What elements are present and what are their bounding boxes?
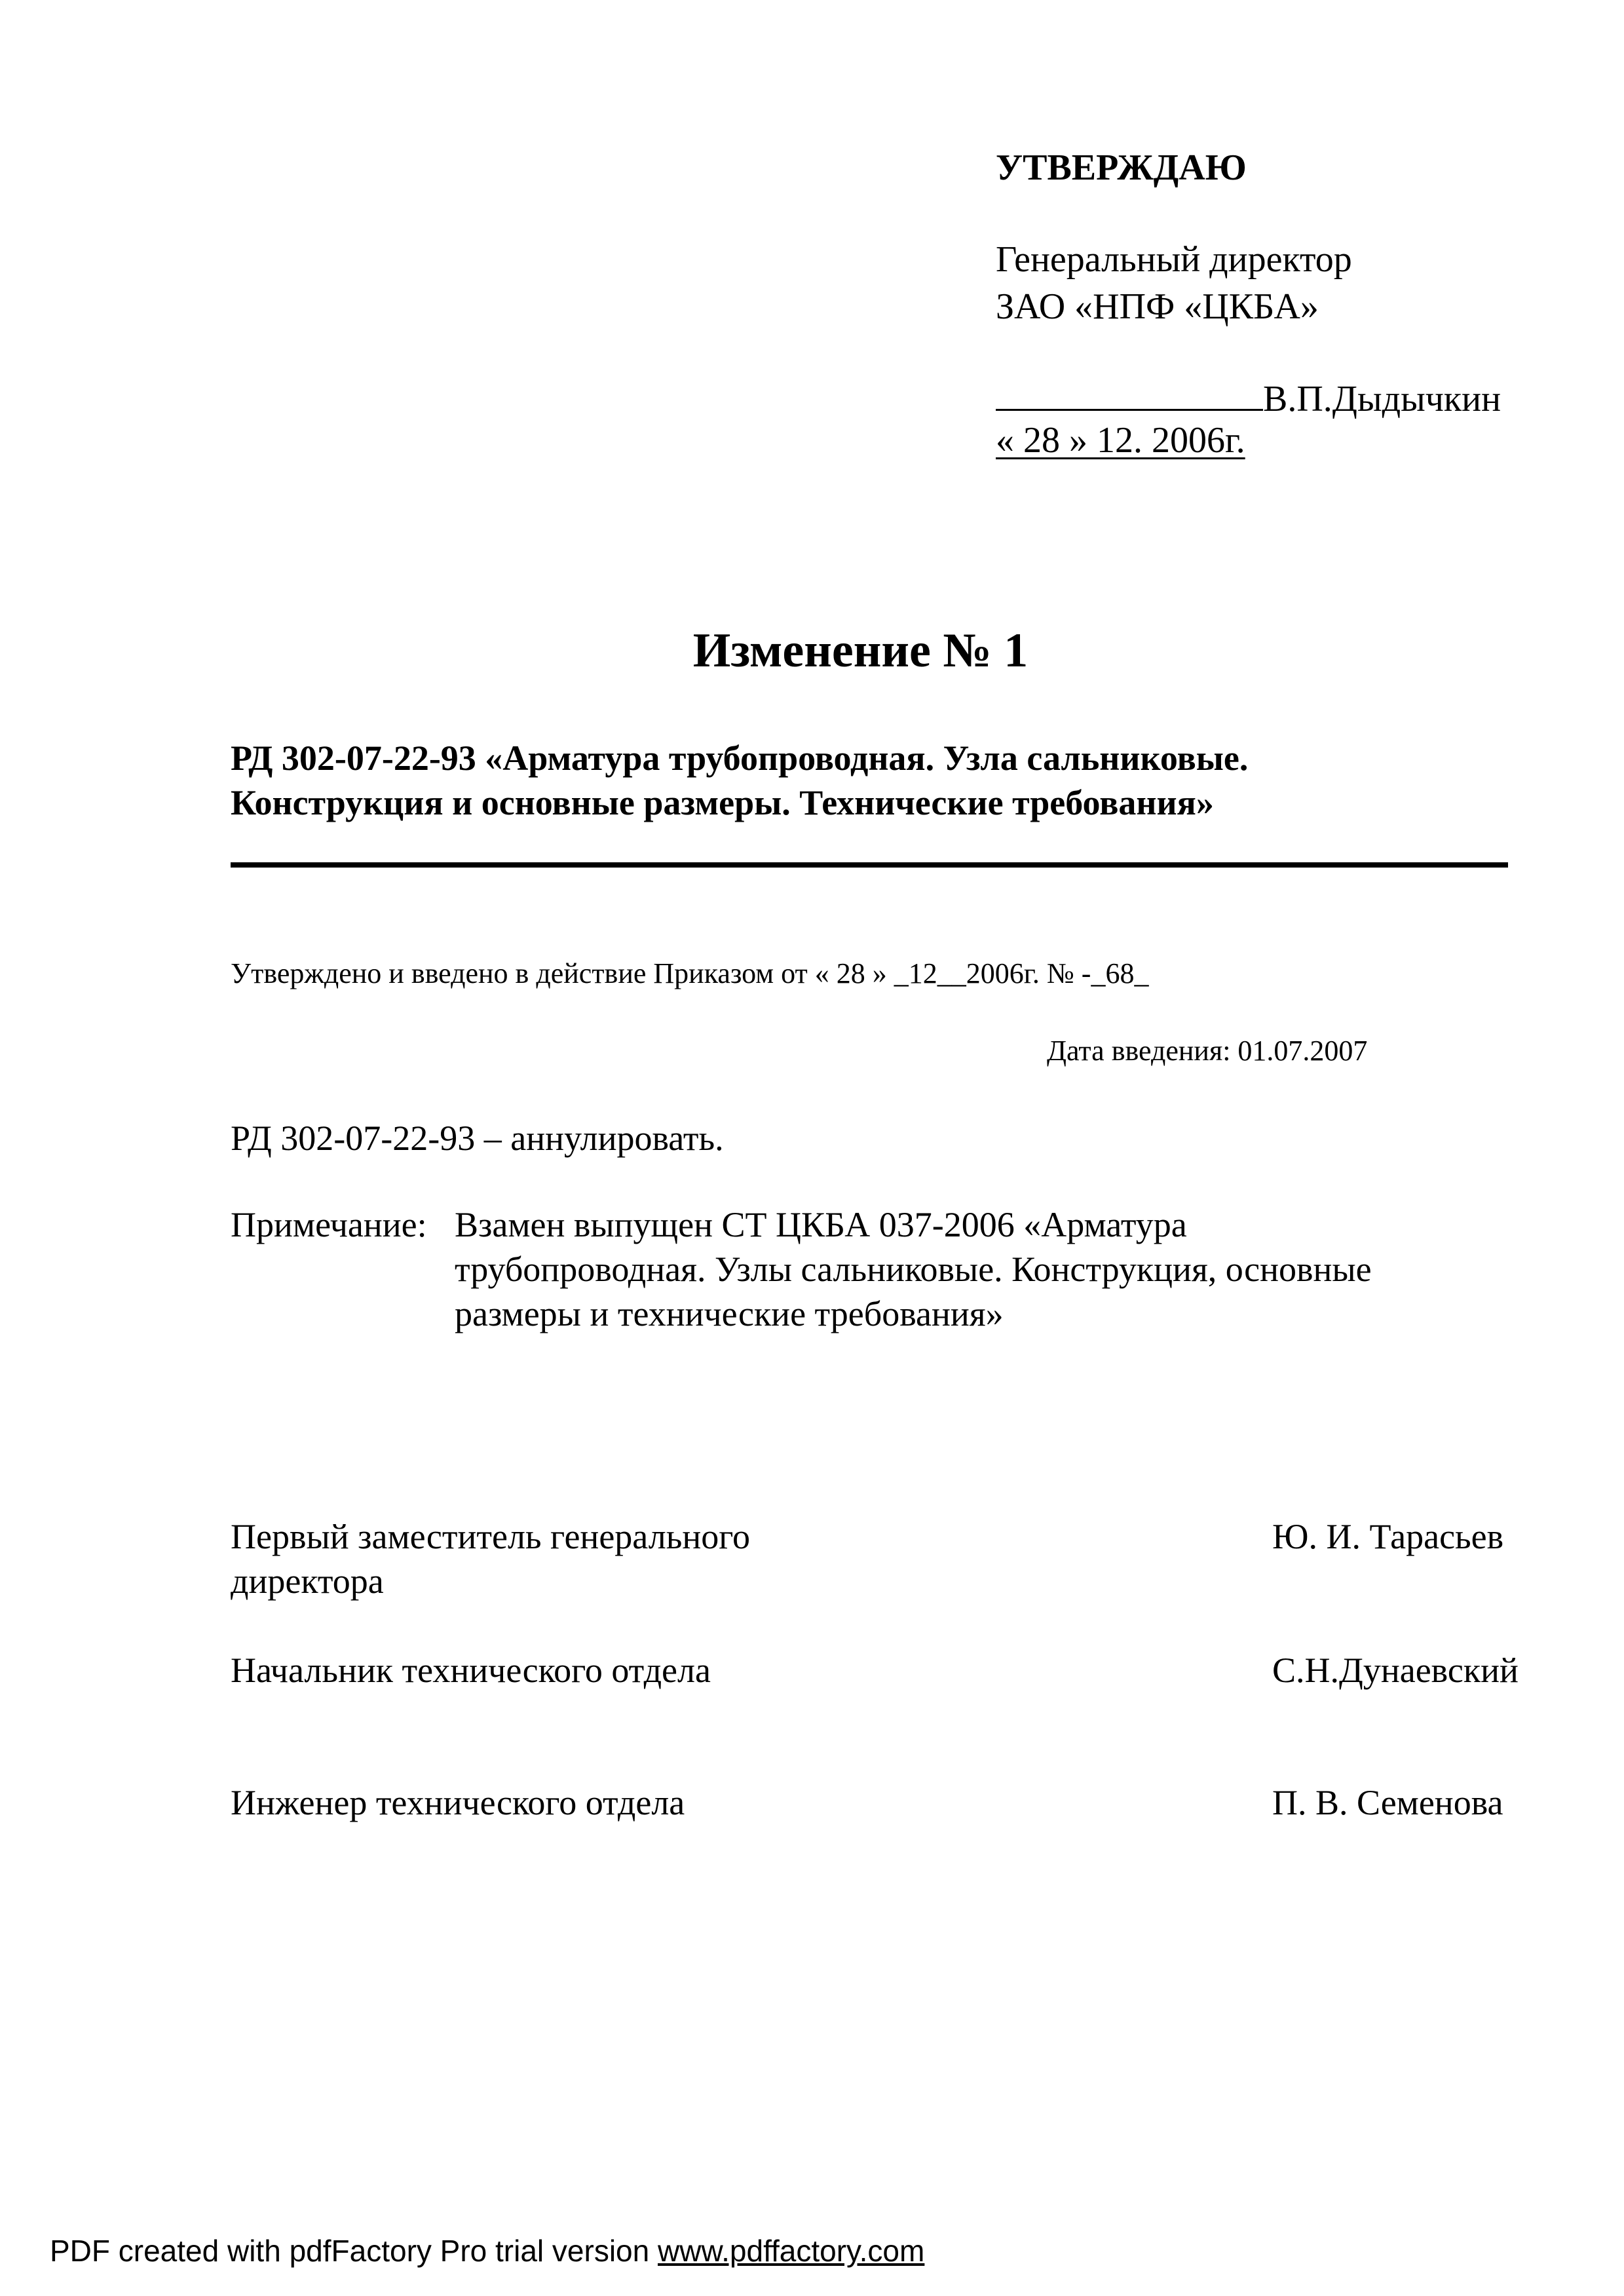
document-title: Изменение № 1 [692, 624, 1029, 678]
order-text: Утверждено и введено в действие Приказом от « 28 » _12__2006г. № -_68_ [231, 957, 1149, 989]
subject-line-2: Конструкция и основные размеры. Технические требования» [231, 783, 1214, 822]
signatory-2-name: С.Н.Дунаевский [1272, 1651, 1519, 1690]
approval-position: Генеральный директор [996, 239, 1352, 280]
footer-link[interactable]: www.pdffactory.com [658, 2234, 925, 2268]
subject-line-1: РД 302-07-22-93 «Арматура трубопроводная. Узла сальниковые. [231, 738, 1249, 778]
signatory-3-position: Инженер технического отдела [231, 1783, 685, 1822]
note-label: Примечание: [231, 1205, 427, 1244]
pdf-footer [50, 2236, 924, 2266]
approval-heading: УТВЕРЖДАЮ [996, 147, 1247, 188]
note-line-3: размеры и технические требования» [455, 1294, 1004, 1333]
signatory-1-position-line-2: директора [231, 1561, 384, 1601]
annul-text: РД 302-07-22-93 – аннулировать. [231, 1119, 724, 1158]
horizontal-rule [231, 862, 1508, 868]
approval-date: « 28 » 12. 2006г. [996, 420, 1245, 461]
approval-organization: ЗАО «НПФ «ЦКБА» [996, 286, 1319, 327]
signatory-1-name: Ю. И. Тарасьев [1272, 1517, 1504, 1556]
signatory-1-position-line-1: Первый заместитель генерального [231, 1517, 751, 1556]
signatory-2-position: Начальник технического отдела [231, 1651, 711, 1690]
approval-signature-line [996, 376, 1501, 417]
signatory-3-name: П. В. Семенова [1272, 1783, 1503, 1822]
signature-blank [996, 376, 1263, 411]
note-line-1: Взамен выпущен СТ ЦКБА 037-2006 «Арматура [455, 1205, 1187, 1244]
note-line-2: трубопроводная. Узлы сальниковые. Конструкция, основные [455, 1250, 1372, 1289]
footer-text: PDF created with pdfFactory Pro trial version [50, 2234, 658, 2268]
effective-date: Дата введения: 01.07.2007 [1047, 1035, 1368, 1067]
approval-signatory: В.П.Дыдычкин [1263, 379, 1501, 419]
